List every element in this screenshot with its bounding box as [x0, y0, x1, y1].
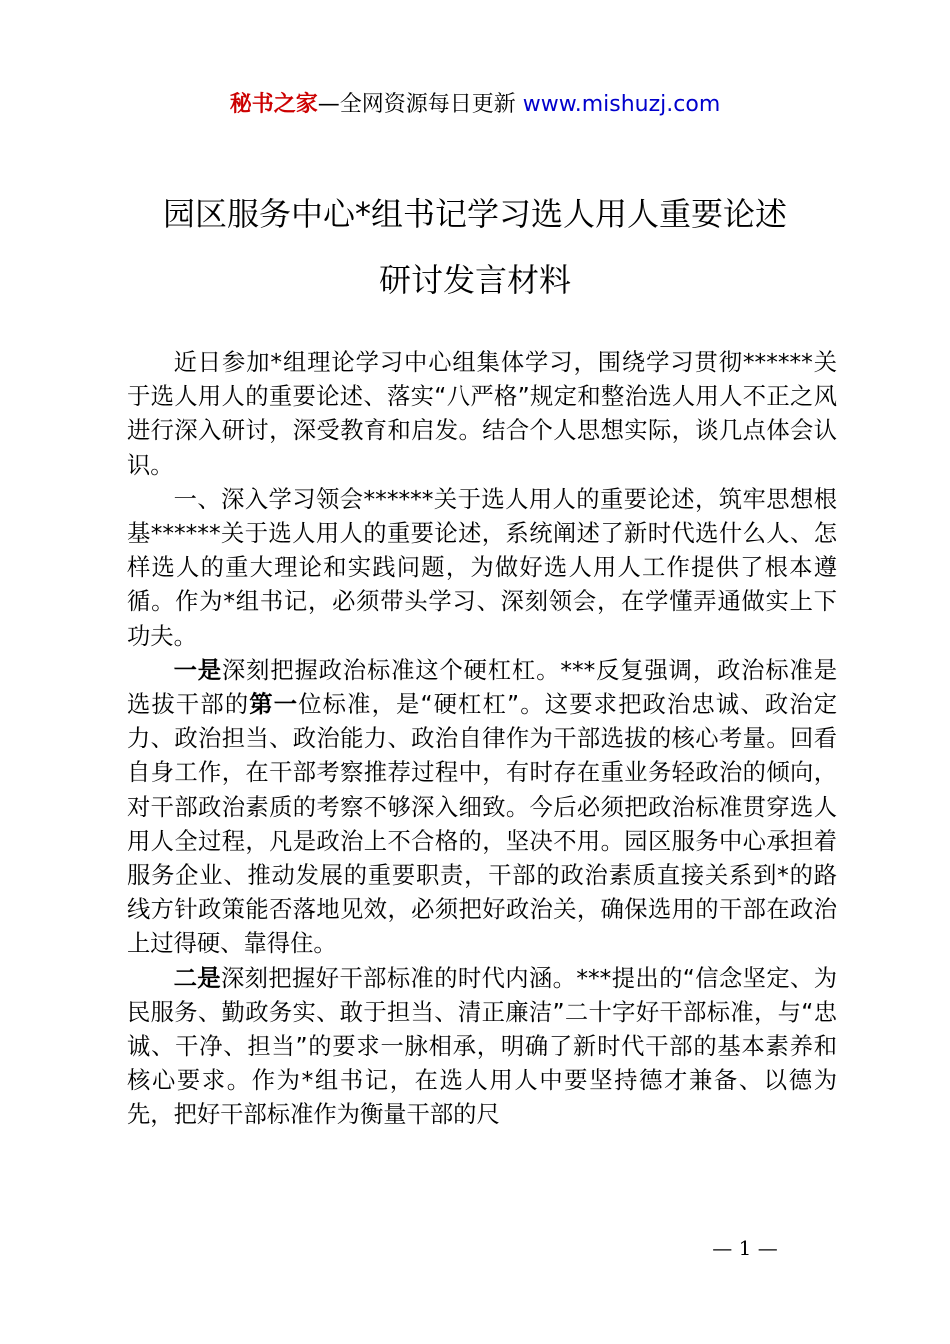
site-url[interactable]: www.mishuzj.com: [522, 92, 721, 117]
point-2-text: 深刻把握好干部标准的时代内涵。***提出的“信念坚定、为民服务、勤政务实、敢于担当、清正廉洁”二十字好干部标准，与“忠诚、干净、担当”的要求一脉相承，明确了新时代干部的基本素养和核心要求。作为*组书记，在选人用人中要坚持德才兼备、以德为先，把好干部标准作为衡量干部的尺: [127, 964, 838, 1129]
site-header: [0, 88, 950, 122]
intro-paragraph: 近日参加*组理论学习中心组集体学习，围绕学习贯彻******关于选人用人的重要论述、落实“八严格”规定和整治选人用人不正之风进行深入研讨，深受教育和启发。结合个人思想实际，谈几点体会认识。: [127, 349, 837, 479]
header-tagline: —全网资源每日更新: [317, 92, 523, 117]
point-1-text-b: 位标准，是“硬杠杠”。这要求把政治忠诚、政治定力、政治担当、政治能力、政治自律作为干部选拔的核心考量。回看自身工作，在干部考察推荐过程中，有时存在重业务轻政治的倾向，对干部政治素质的考察不够深入细致。今后必须把政治标准贯穿选人用人全过程，凡是政治上不合格的，坚决不用。园区服务中心承担着服务企业、推动发展的重要职责，干部的政治素质直接关系到*的路线方针政策能否落地见效，必须把好政治关，确保选用的干部在政治上过得硬、靠得住。: [127, 691, 838, 958]
point-1-lead: 一是: [173, 656, 222, 684]
point-1-paragraph: [127, 654, 837, 962]
document-title-line-2: 研讨发言材料: [378, 261, 571, 299]
brand-name[interactable]: 秘书之家: [229, 92, 318, 117]
point-2-paragraph: [127, 962, 837, 1133]
document-body: [127, 346, 837, 1133]
document-title-line-1: 园区服务中心*组书记学习选人用人重要论述: [162, 195, 787, 233]
section-1-paragraph: 一、深入学习领会******关于选人用人的重要论述，筑牢思想根基******关于选人用人的重要论述，系统阐述了新时代选什么人、怎样选人的重大理论和实践问题，为做好选人用人工作提供了根本遵循。作为*组书记，必须带头学习、深刻领会，在学懂弄通做实上下功夫。: [127, 485, 837, 650]
point-1-text-a: 深刻把握政治标准这个硬杠杠。***反复强调，政治标准是选拔干部的: [127, 656, 837, 719]
point-2-lead: 二是: [173, 964, 221, 992]
page-number: — 1 —: [712, 1236, 778, 1260]
point-1-emphasis: 第一: [249, 691, 299, 719]
